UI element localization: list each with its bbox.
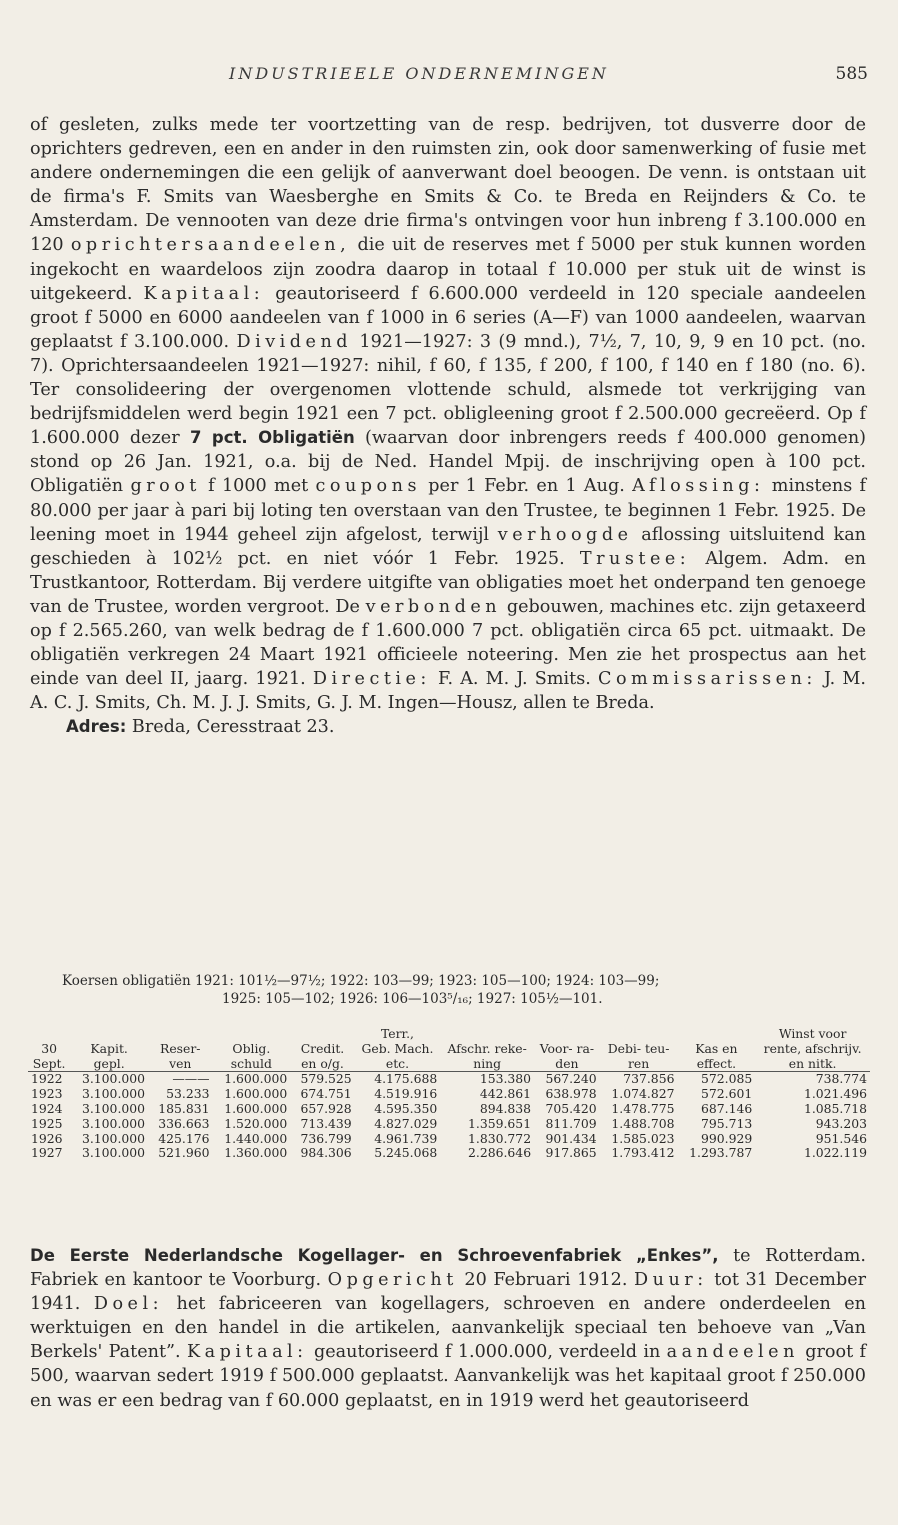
table-cell: 53.233	[166, 1086, 210, 1102]
table-cell: 1.085.718	[803, 1100, 867, 1116]
table-row	[28, 1087, 870, 1102]
column-header: Geb. Mach.	[361, 1040, 434, 1056]
table-cell: 951.546	[815, 1130, 867, 1146]
column-header: en o/g.	[290, 1057, 354, 1072]
column-header	[212, 1027, 290, 1042]
text-run: 1921—1927: 3 (9 mnd.), 7½, 7, 10, 9, 9 en 10 pct. (no. 7). Oprichtersaandeelen 1921—1927: nihil, f 60, f 135, f 200, f 100, f 140 en f 180 (no. 6). Ter consolideering der overgenomen vlottende schuld, alsmede tot verkrijging van bedrijfsmiddelen werd begin 1921 een 7 pct. obligleening groot f 2.500.000 gecreëerd. Op f 1.600.000 dezer	[30, 331, 867, 449]
table-cell: 687.146	[700, 1100, 753, 1116]
spaced-keyword: Kapitaal:	[186, 1342, 308, 1363]
table-header-row	[28, 1042, 870, 1057]
text-run: f 1000 met	[208, 476, 309, 497]
text-run: het fabriceeren van kogellagers, schroeven en andere onderdeelen en werktuigen en den handel in die artikelen, aanvankelijk speciaal ten behoeve van „Van Berkels' Patent”.	[30, 1294, 867, 1363]
table-cell: 1.488.708	[611, 1115, 675, 1131]
text-run: tot 31 December 1941.	[30, 1270, 867, 1315]
table-cell: 4.519.916	[374, 1086, 438, 1102]
column-header: Debi- teu-	[607, 1040, 670, 1056]
table-cell: 1.600.000	[224, 1086, 288, 1102]
text-run: of gesleten, zulks mede ter voortzetting van de resp. bedrijven, tot dusverre door de oprichters gedreven, een en ander in den ruimsten zin, ook door samenwerking of fusie met andere ondernemingen die een gelijk of aanverwant doel beoogen. De venn. is ontstaan uit de firma's F. Smits van Waesberghe en Smits & Co. te Breda en Reijnders & Co. te Amsterdam. De vennooten van deze drie firma's ontvingen voor hun inbreng f 3.100.000 en 120	[30, 115, 866, 256]
table-cell: 1.022.119	[803, 1145, 867, 1161]
bond-prices-line: 1925: 105—102; 1926: 106—103⁵/₁₆; 1927: 105½—101.	[222, 991, 603, 1007]
table-cell: 1927	[31, 1145, 63, 1161]
table-cell: 1.830.772	[468, 1130, 532, 1146]
spaced-keyword: Commissarissen:	[597, 669, 817, 690]
table-cell: 1.360.000	[224, 1145, 288, 1161]
table-cell: 1.520.000	[224, 1115, 288, 1131]
table-cell: 4.175.688	[374, 1071, 438, 1087]
table-cell: 705.420	[545, 1100, 597, 1116]
column-header	[290, 1027, 354, 1042]
table-cell: 3.100.000	[81, 1086, 146, 1102]
page-number: 585	[835, 64, 868, 84]
bold-heading: Adres:	[66, 717, 127, 737]
table-cell: 1.600.000	[224, 1071, 288, 1087]
text-run: te Rotterdam. Fabriek en kantoor te Voorburg.	[30, 1246, 867, 1291]
financial-table	[28, 1027, 870, 1161]
column-header: schuld	[212, 1057, 290, 1072]
spaced-keyword: verhoogde	[497, 524, 633, 545]
spaced-keyword: groot	[130, 476, 201, 497]
table-cell: 567.240	[545, 1071, 597, 1087]
column-header: Afschr. reke-	[447, 1040, 527, 1056]
table-cell: 1.074.827	[611, 1086, 675, 1102]
bond-prices	[62, 972, 862, 1008]
table-cell: 185.831	[158, 1100, 210, 1116]
spaced-keyword: aandeelen	[666, 1342, 799, 1363]
spaced-keyword: Directie:	[312, 669, 431, 690]
table-cell: 713.439	[300, 1115, 352, 1131]
table-cell: 1.478.775	[611, 1100, 675, 1116]
table-cell: 579.525	[300, 1071, 352, 1087]
column-header: Terr.,	[380, 1026, 414, 1041]
table-cell: 153.380	[479, 1071, 532, 1087]
spaced-keyword: Kapitaal:	[143, 283, 265, 304]
table-row	[28, 1072, 870, 1087]
table-cell: 4.827.029	[374, 1115, 438, 1131]
column-header	[28, 1027, 70, 1042]
table-cell: 943.203	[815, 1115, 867, 1131]
table-cell: 638.978	[545, 1086, 597, 1102]
table-cell: 1922	[31, 1071, 63, 1087]
table-cell: 572.085	[700, 1071, 753, 1087]
table-cell: 1926	[31, 1130, 63, 1146]
table-cell: ———	[172, 1071, 210, 1087]
table-cell: 736.799	[300, 1130, 352, 1146]
table-cell: 3.100.000	[81, 1130, 146, 1146]
spaced-keyword: Opgericht	[327, 1270, 458, 1291]
table-cell: 336.663	[158, 1115, 210, 1131]
spaced-keyword: coupons	[315, 476, 421, 497]
text-run: groot f 500, waarvan sedert 1919 f 500.000 geplaatst. Aanvankelijk was het kapitaal groot f 250.000 en was er een bedrag van f 60.000 geplaatst, en in 1919 werd het geautoriseerd	[30, 1342, 867, 1411]
spaced-keyword: Doel:	[93, 1294, 164, 1315]
text-run: Breda, Ceresstraat 23.	[131, 717, 335, 738]
financial-table-body	[28, 1072, 870, 1161]
column-header: rente, afschrijv.	[763, 1040, 862, 1056]
text-run: die uit de reserves met f 5000 per stuk kunnen worden ingekocht en waardeloos zijn zoodra daarop in totaal f 10.000 per stuk uit de winst is uitgekeerd.	[30, 235, 867, 304]
page-header	[34, 64, 868, 90]
table-cell: 657.928	[300, 1100, 352, 1116]
running-title: INDUSTRIEELE ONDERNEMINGEN	[229, 64, 609, 83]
table-cell: 917.865	[545, 1145, 597, 1161]
table-cell: 1923	[31, 1086, 63, 1102]
table-cell: 1.021.496	[803, 1086, 867, 1102]
column-header: Credit.	[300, 1040, 345, 1056]
table-cell: 1.793.412	[611, 1145, 675, 1161]
column-header: 30	[41, 1040, 58, 1056]
column-header: Reser-	[160, 1040, 201, 1056]
table-row	[28, 1146, 870, 1161]
table-cell: 442.861	[479, 1086, 532, 1102]
text-run: per 1 Febr. en 1 Aug.	[428, 476, 625, 497]
bond-prices-line: Koersen obligatiën 1921: 101½—97½; 1922: 103—99; 1923: 105—100; 1924: 103—99;	[62, 973, 660, 989]
column-header: Voor- ra-	[539, 1040, 595, 1056]
text-run: minstens f 80.000 per jaar à pari bij loting ten overstaan van den Trustee, te beginnen 1 Febr. 1925. De leening moet in 1944 geheel zijn afgelost, terwijl	[30, 476, 867, 545]
column-header: ren	[600, 1057, 678, 1072]
table-cell: 5.245.068	[374, 1145, 438, 1161]
text-run: F. A. M. J. Smits.	[438, 669, 591, 690]
column-header: ning	[440, 1057, 534, 1072]
column-header: gepl.	[70, 1057, 148, 1072]
table-cell: 3.100.000	[81, 1115, 146, 1131]
text-run: Algem. Adm. en Trustkantoor, Rotterdam. Bij verdere uitgifte van obligaties moet het onderpand ten genoege van de Trustee, worden vergroot. De	[30, 548, 867, 617]
column-header	[440, 1027, 534, 1042]
table-cell: 425.176	[158, 1130, 210, 1146]
table-cell: 1.600.000	[224, 1100, 288, 1116]
table-cell: 1.585.023	[611, 1130, 675, 1146]
spaced-keyword: oprichtersaandeelen,	[70, 235, 351, 256]
table-header-row	[28, 1057, 870, 1072]
bold-heading: 7 pct. Obligatiën	[189, 428, 355, 448]
table-cell: 984.306	[300, 1145, 352, 1161]
text-run: gebouwen, machines etc. zijn getaxeerd op f 2.565.260, van welk bedrag de f 1.600.000 7 pct. obligatiën circa 65 pct. uitmaakt. De obligatiën verkregen 24 Maart 1921 officieele noteering. Men zie het prospectus aan het einde van deel II, jaarg. 1921.	[30, 596, 867, 690]
table-cell: 1925	[31, 1115, 63, 1131]
table-row	[28, 1117, 870, 1132]
table-cell: 894.838	[479, 1100, 532, 1116]
table-cell: 1.359.651	[468, 1115, 532, 1131]
table-cell: 1.293.787	[689, 1145, 753, 1161]
table-row	[28, 1102, 870, 1117]
table-cell: 737.856	[623, 1071, 675, 1087]
company-description-paragraph	[30, 113, 866, 739]
table-cell: 3.100.000	[81, 1071, 146, 1087]
table-cell: 738.774	[815, 1071, 867, 1087]
column-header	[534, 1027, 600, 1042]
table-cell: 1.440.000	[224, 1130, 288, 1146]
column-header	[600, 1027, 678, 1042]
table-cell: 3.100.000	[81, 1145, 146, 1161]
text-run: (waarvan door inbrengers reeds f 400.000 genomen) stond op 26 Jan. 1921, o.a. bij de Ned. Handel Mpij. de inschrijving open à 100 pct. Obligatiën	[30, 428, 867, 497]
column-header: den	[534, 1057, 600, 1072]
column-header	[70, 1027, 148, 1042]
spaced-keyword: Dividend	[236, 331, 353, 352]
spaced-keyword: verbonden	[365, 596, 502, 617]
column-header: Oblig.	[232, 1040, 271, 1056]
table-cell: 521.960	[158, 1145, 210, 1161]
table-cell: 4.595.350	[374, 1100, 438, 1116]
table-cell: 990.929	[700, 1130, 753, 1146]
text-run: aflossing uitsluitend kan geschieden à 102½ pct. en niet vóór 1 Febr. 1925.	[30, 524, 867, 569]
table-cell: 3.100.000	[81, 1100, 146, 1116]
column-header: Kas en	[695, 1040, 738, 1056]
text-run: 20 Februari 1912.	[464, 1270, 628, 1291]
column-header: en nitk.	[755, 1057, 870, 1072]
column-header	[677, 1027, 755, 1042]
column-header: effect.	[677, 1057, 755, 1072]
column-header: Winst voor	[778, 1026, 847, 1041]
column-header: ven	[148, 1057, 212, 1072]
text-run: J. M. A. C. J. Smits, Ch. M. J. J. Smits, G. J. M. Ingen—Housz, allen te Breda.	[30, 669, 867, 714]
text-run: geautoriseerd f 1.000.000, verdeeld in	[313, 1342, 661, 1363]
financial-table-header	[28, 1027, 870, 1072]
table-cell: 1924	[31, 1100, 63, 1116]
column-header	[148, 1027, 212, 1042]
table-cell: 674.751	[300, 1086, 352, 1102]
company-description-paragraph	[30, 1244, 866, 1413]
column-header: etc.	[355, 1057, 441, 1072]
bold-heading: De Eerste Nederlandsche Kogellager- en Schroevenfabriek „Enkes”,	[30, 1246, 719, 1265]
table-cell: 572.601	[700, 1086, 753, 1102]
spaced-keyword: Duur:	[634, 1270, 708, 1291]
table-cell: 2.286.646	[468, 1145, 532, 1161]
table-cell: 901.434	[545, 1130, 597, 1146]
spaced-keyword: Trustee:	[579, 548, 691, 569]
table-row	[28, 1132, 870, 1147]
table-header-row	[28, 1027, 870, 1042]
table-cell: 4.961.739	[374, 1130, 438, 1146]
column-header: Sept.	[28, 1057, 70, 1072]
table-cell: 795.713	[700, 1115, 753, 1131]
column-header: Kapit.	[90, 1040, 128, 1056]
spaced-keyword: Aflossing:	[632, 476, 765, 497]
text-run: geautoriseerd f 6.600.000 verdeeld in 120 speciale aandeelen groot f 5000 en 6000 aandeelen van f 1000 in 6 series (A—F) van 1000 aandeelen, waarvan geplaatst f 3.100.000.	[30, 283, 866, 352]
table-cell: 811.709	[545, 1115, 597, 1131]
